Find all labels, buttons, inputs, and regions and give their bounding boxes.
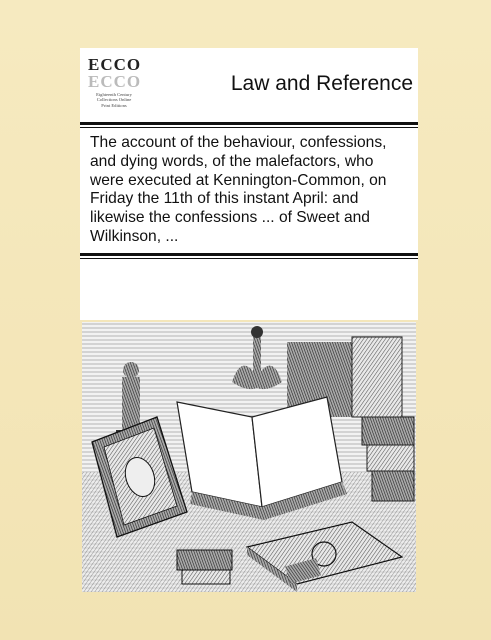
divider-top	[80, 122, 418, 125]
divider-top-thin	[80, 127, 418, 128]
logo-caption-line: Collections Online	[96, 97, 132, 103]
divider-bottom-thin	[80, 258, 418, 259]
logo-caption	[88, 92, 140, 108]
book-title: The account of the behaviour, confessions, and dying words, of the malefactors, who were executed at Kennington-Common, on Friday the 11th of this instant April: and likewise the confessions ... of Sweet and Wilkinson, ...	[90, 134, 387, 245]
logo-mark-top: ECCO	[88, 55, 142, 74]
divider-bottom	[80, 253, 418, 256]
cover-label-panel	[80, 48, 418, 320]
logo-mark-bottom: ECCO	[88, 72, 142, 91]
small-books	[177, 550, 232, 584]
logo-caption-line: Print Editions	[101, 102, 127, 108]
logo-caption-line: Eighteenth Century	[96, 92, 132, 97]
open-book	[177, 397, 347, 520]
ecco-logo	[88, 56, 140, 118]
series-title: Law and Reference	[230, 72, 413, 95]
engraving-illustration	[82, 322, 416, 592]
